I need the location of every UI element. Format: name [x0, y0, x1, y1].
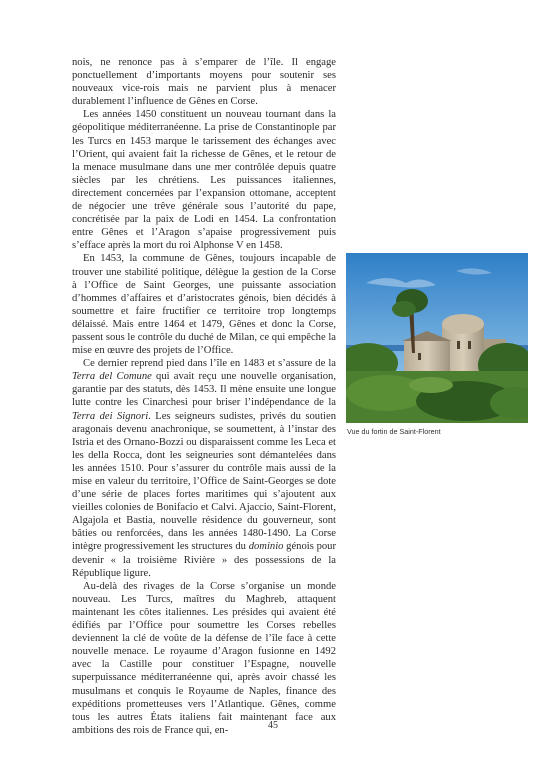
page-number: 45 — [268, 720, 278, 731]
paragraph-2: Les années 1450 constituent un nouveau tournant dans la géopolitique méditerranéenne. La prise de Constantinople par les Turcs en 1453 marque le tarissement des échanges avec l’Orient, qui avaient fait la richesse de Gênes, et le retour de la menace musulmane dans une mer contrôlée depuis quatre siècles par les chrétiens. Les puissances italiennes, directement concernées par l’expansion ottomane, acceptent de négocier une trêve générale sous l’autorité du pape, concrétisée par la paix de Lodi en 1454. La confrontation entre Gênes et l’Aragon s’apaise progressivement puis s’efface après la mort du roi Alphonse V en 1458. — [72, 109, 336, 252]
photo-caption: Vue du fortin de Saint-Florent — [347, 427, 441, 436]
p4-part-e: . Les seigneurs sudistes, privés du soutien aragonais devenu anachronique, se soumettent, à l’instar des Istria et des Ornano-Bozzi ou disparaissent comme les Leca et les della Rocca, dont les seigneuries sont démantelées dans les années 1510. Pour s’assurer du contrôle mais aussi de la mise en valeur du territoire, l’Office de Saint-Georges se dote d’une série de places fortes maritimes qui s’ajoutent aux vieilles colonies de Bonifacio et Calvi. Ajaccio, Saint-Florent, Algajola et Bastia, nouvelle résidence du gouverneur, sont bâties ou renforcées, dans les années 1480-1490. La Corse intègre progressivement les structures du — [72, 410, 336, 553]
p4-part-c: qui avait reçu une nouvelle organisation, garantie par des statuts, dès 1453. Il mène ensuite une longue lutte contre les Cinarchesi pour briser l’indépendance de la — [72, 371, 336, 409]
fort-photo — [346, 253, 528, 423]
paragraph-4 — [72, 357, 336, 580]
p4-italic-dominio: dominio — [248, 541, 284, 553]
p4-italic-terra-del-comune: Terra del Comune — [72, 371, 152, 383]
paragraph-5: Au-delà des rivages de la Corse s’organise un monde nouveau. Les Turcs, maîtres du Maghreb, attaquent maintenant les côtes italiennes. Les présides qui avaient été édifiés par l’Office pour soumettre les Corses rebelles deviennent la clé de voûte de la défense de l’île face à cette nouvelle menace. Le royaume d’Aragon fusionne en 1492 avec la Castille pour constituer l’Espagne, nouvelle superpuissance méditerranéenne qui, après avoir chassé les musulmans et conquis le Royaume de Naples, finance des expéditions prometteuses vers l’Atlantique. Gênes, comme tous les autres États italiens fait maintenant face aux ambitions des rois de France qui, en- — [72, 580, 336, 736]
p4-part-a: Ce dernier reprend pied dans l’île en 1483 et s’assure de la — [83, 358, 336, 370]
paragraph-3: En 1453, la commune de Gênes, toujours incapable de trouver une stabilité politique, délègue la gestion de la Corse à l’Office de Saint Georges, une puissante association d’hommes d’affaires et d’aristocrates génois, bien décidés à soumettre et faire fructifier ce territoire trop longtemps délaissé. Mais entre 1464 et 1479, Gênes et donc la Corse, passent sous le contrôle du duché de Milan, ce qui empêche la mise en œuvre des projets de l’Office. — [72, 253, 336, 357]
p4-italic-terra-dei-signori: Terra dei Signori — [72, 410, 149, 422]
body-text-column — [72, 56, 336, 737]
p4-part-g: génois pour devenir « la troisième Rivière » des possessions de la République ligure. — [72, 541, 336, 579]
paragraph-1: nois, ne renonce pas à s’emparer de l’île. Il engage ponctuellement d’importants moyens pour soutenir ses nouveaux vice-rois mais ne parvient plus à menacer durablement l’influence de Gênes en Corse. — [72, 57, 336, 108]
